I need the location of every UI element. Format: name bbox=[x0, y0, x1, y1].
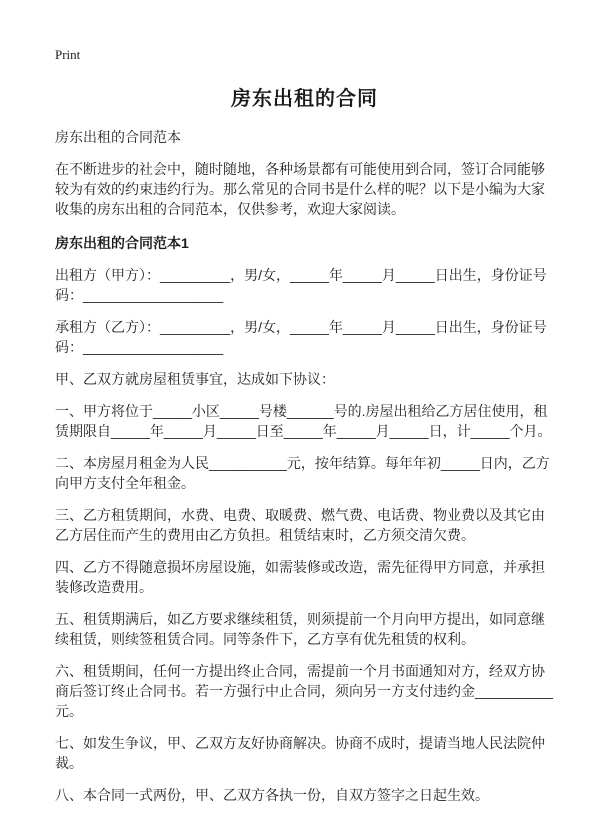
clause-7: 七、如发生争议，甲、乙双方友好协商解决。协商不成时，提请当地人民法院仲裁。 bbox=[55, 735, 545, 771]
paragraph-lessor-info: 出租方（甲方）：_________，男/女，_____年_____月_____日出生，身份证号码：__________________ bbox=[55, 267, 547, 303]
print-link[interactable]: Print bbox=[55, 47, 81, 62]
intro-paragraph: 在不断进步的社会中，随时随地，各种场景都有可能使用到合同，签订合同能够较为有效的约束违约行为。那么常见的合同书是什么样的呢？以下是小编为大家收集的房东出租的合同范本，仅供参考，欢迎大家阅读。 bbox=[55, 161, 545, 217]
paragraph-agreement-lead: 甲、乙双方就房屋租赁事宜，达成如下协议： bbox=[55, 371, 335, 387]
document-title: 房东出租的合同 bbox=[231, 88, 378, 110]
document-subtitle: 房东出租的合同范本 bbox=[55, 129, 181, 145]
clause-8: 八、本合同一式两份，甲、乙双方各执一份，自双方签字之日起生效。 bbox=[55, 787, 489, 803]
clause-3: 三、乙方租赁期间，水费、电费、取暖费、燃气费、电话费、物业费以及其它由乙方居住而产生的费用由乙方负担。租赁结束时，乙方须交清欠费。 bbox=[55, 507, 545, 543]
clause-4: 四、乙方不得随意损坏房屋设施，如需装修或改造，需先征得甲方同意，并承担装修改造费用。 bbox=[55, 559, 545, 595]
clause-2: 二、本房屋月租金为人民__________元，按年结算。每年年初_____日内，乙方向甲方支付全年租金。 bbox=[55, 455, 550, 491]
section-heading: 房东出租的合同范本1 bbox=[55, 235, 189, 251]
clause-1: 一、甲方将位于_____小区_____号楼______号的.房屋出租给乙方居住使用，租赁期限自_____年_____月_____日至_____年_____月_____日，计_____个月。 bbox=[55, 403, 552, 439]
paragraph-lessee-info: 承租方（乙方）：_________，男/女，_____年_____月_____日出生，身份证号码：__________________ bbox=[55, 319, 547, 355]
clause-6: 六、租赁期间，任何一方提出终止合同，需提前一个月书面通知对方，经双方协商后签订终止合同书。若一方强行中止合同，须向另一方支付违约金__________元。 bbox=[55, 663, 553, 719]
clause-5: 五、租赁期满后，如乙方要求继续租赁，则须提前一个月向甲方提出，如同意继续租赁，则续签租赁合同。同等条件下，乙方享有优先租赁的权利。 bbox=[55, 611, 545, 647]
